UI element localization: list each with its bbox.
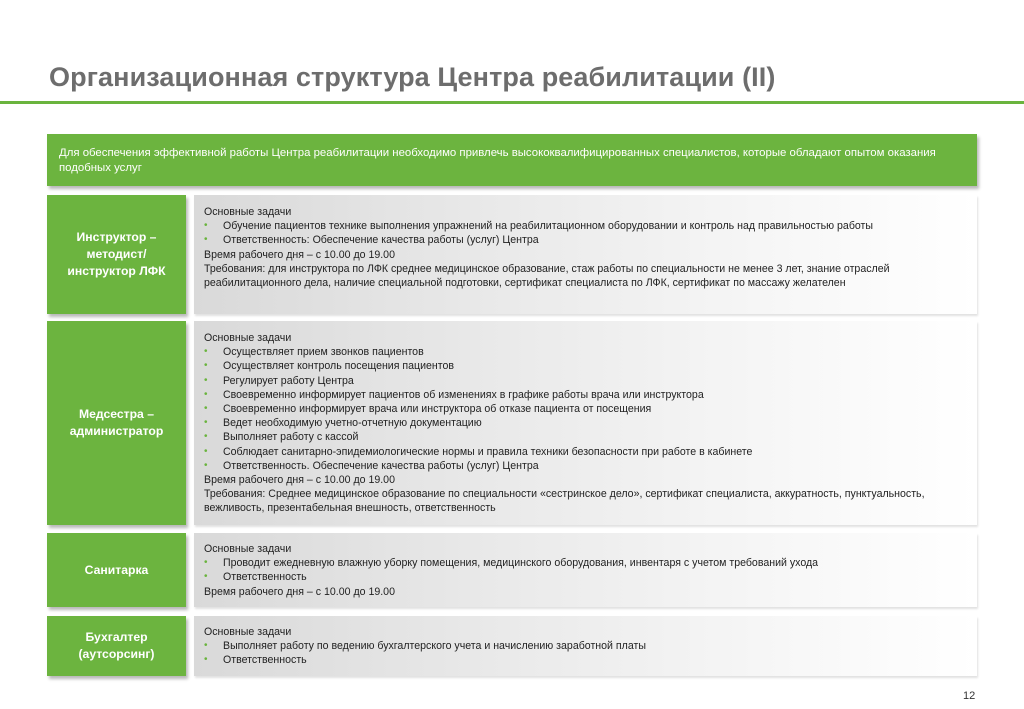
task-text: Ответственность. Обеспечение качества работы (услуг) Центра (223, 459, 539, 472)
task-item (204, 416, 971, 430)
task-item (204, 359, 971, 373)
task-text: Своевременно информирует пациентов об изменениях в графике работы врача или инструктора (223, 388, 704, 401)
role-name: Инструктор – методист/ инструктор ЛФК (47, 195, 186, 314)
tasks-heading: Основные задачи (204, 206, 292, 218)
task-text: Соблюдает санитарно-эпидемиологические нормы и правила техники безопасности при работе в кабинете (223, 445, 753, 458)
task-item (204, 459, 971, 473)
bullet-icon: • (204, 654, 208, 666)
tasks-heading: Основные задачи (204, 626, 292, 638)
role-details (194, 195, 977, 314)
task-item (204, 388, 971, 402)
bullet-icon: • (204, 571, 208, 583)
bullet-icon: • (204, 557, 208, 569)
task-item (204, 430, 971, 444)
work-hours: Время рабочего дня – с 10.00 до 19.00 (204, 585, 395, 598)
task-item (204, 653, 971, 667)
task-item (204, 445, 971, 459)
work-hours: Время рабочего дня – с 10.00 до 19.00 (204, 248, 395, 261)
bullet-icon: • (204, 234, 208, 246)
task-text: Регулирует работу Центра (223, 374, 354, 387)
role-details (194, 321, 977, 525)
bullet-icon: • (204, 459, 208, 471)
task-item (204, 219, 971, 233)
title-divider (0, 101, 1024, 104)
task-text: Выполняет работу по ведению бухгалтерского учета и начислению заработной платы (223, 640, 646, 653)
role-details (194, 616, 977, 676)
task-text: Ведет необходимую учетно-отчетную документацию (223, 417, 482, 430)
bullet-icon: • (204, 640, 208, 652)
task-text: Проводит ежедневную влажную уборку помещения, медицинского оборудования, инвентаря с учетом требований ухода (223, 557, 819, 570)
task-text: Осуществляет контроль посещения пациентов (223, 360, 455, 373)
role-row-accountant (47, 616, 977, 676)
task-item (204, 374, 971, 388)
task-item (204, 345, 971, 359)
task-text: Обучение пациентов технике выполнения упражнений на реабилитационном оборудовании и контроль над правильностью работы (223, 220, 874, 233)
bullet-icon: • (204, 374, 208, 386)
task-item (204, 556, 971, 570)
bullet-icon: • (204, 346, 208, 358)
task-item (204, 233, 971, 247)
task-text: Ответственность (223, 571, 307, 584)
role-name: Санитарка (47, 533, 186, 607)
task-text: Ответственность (223, 654, 307, 667)
role-row-instructor (47, 195, 977, 314)
bullet-icon: • (204, 360, 208, 372)
task-item (204, 570, 971, 584)
role-name: Бухгалтер (аутсорсинг) (47, 616, 186, 676)
requirements: Требования: Среднее медицинское образование по специальности «сестринское дело», сертификат специалиста, аккуратность, пунктуальность, вежливость, презентабельная внешность, ответственность (204, 488, 925, 515)
tasks-heading: Основные задачи (204, 543, 292, 555)
bullet-icon: • (204, 431, 208, 443)
intro-banner: Для обеспечения эффективной работы Центра реабилитации необходимо привлечь высококвалифицированных специалистов, которые обладают опытом оказания подобных услуг (47, 134, 977, 186)
bullet-icon: • (204, 403, 208, 415)
task-text: Осуществляет прием звонков пациентов (223, 346, 424, 359)
bullet-icon: • (204, 220, 208, 232)
role-details (194, 533, 977, 607)
role-name: Медсестра – администратор (47, 321, 186, 525)
task-text: Своевременно информирует врача или инструктора об отказе пациента от посещения (223, 403, 652, 416)
page-title: Организационная структура Центра реабилитации (II) (49, 62, 776, 92)
work-hours: Время рабочего дня – с 10.00 до 19.00 (204, 474, 395, 487)
tasks-heading: Основные задачи (204, 332, 292, 344)
role-row-cleaner (47, 533, 977, 607)
role-row-nurse (47, 321, 977, 525)
requirements: Требования: для инструктора по ЛФК среднее медицинское образование, стаж работы по специальности не менее 3 лет, знание отраслей реабилитационного дела, наличие специальной подготовки, сертификат специалиста по ЛФК, сертификат по массажу желателен (204, 262, 890, 290)
bullet-icon: • (204, 445, 208, 457)
bullet-icon: • (204, 417, 208, 429)
task-item (204, 402, 971, 416)
task-item (204, 639, 971, 653)
task-text: Ответственность: Обеспечение качества работы (услуг) Центра (223, 234, 539, 247)
page-number: 12 (963, 690, 976, 702)
task-text: Выполняет работу с кассой (223, 431, 359, 444)
bullet-icon: • (204, 388, 208, 400)
